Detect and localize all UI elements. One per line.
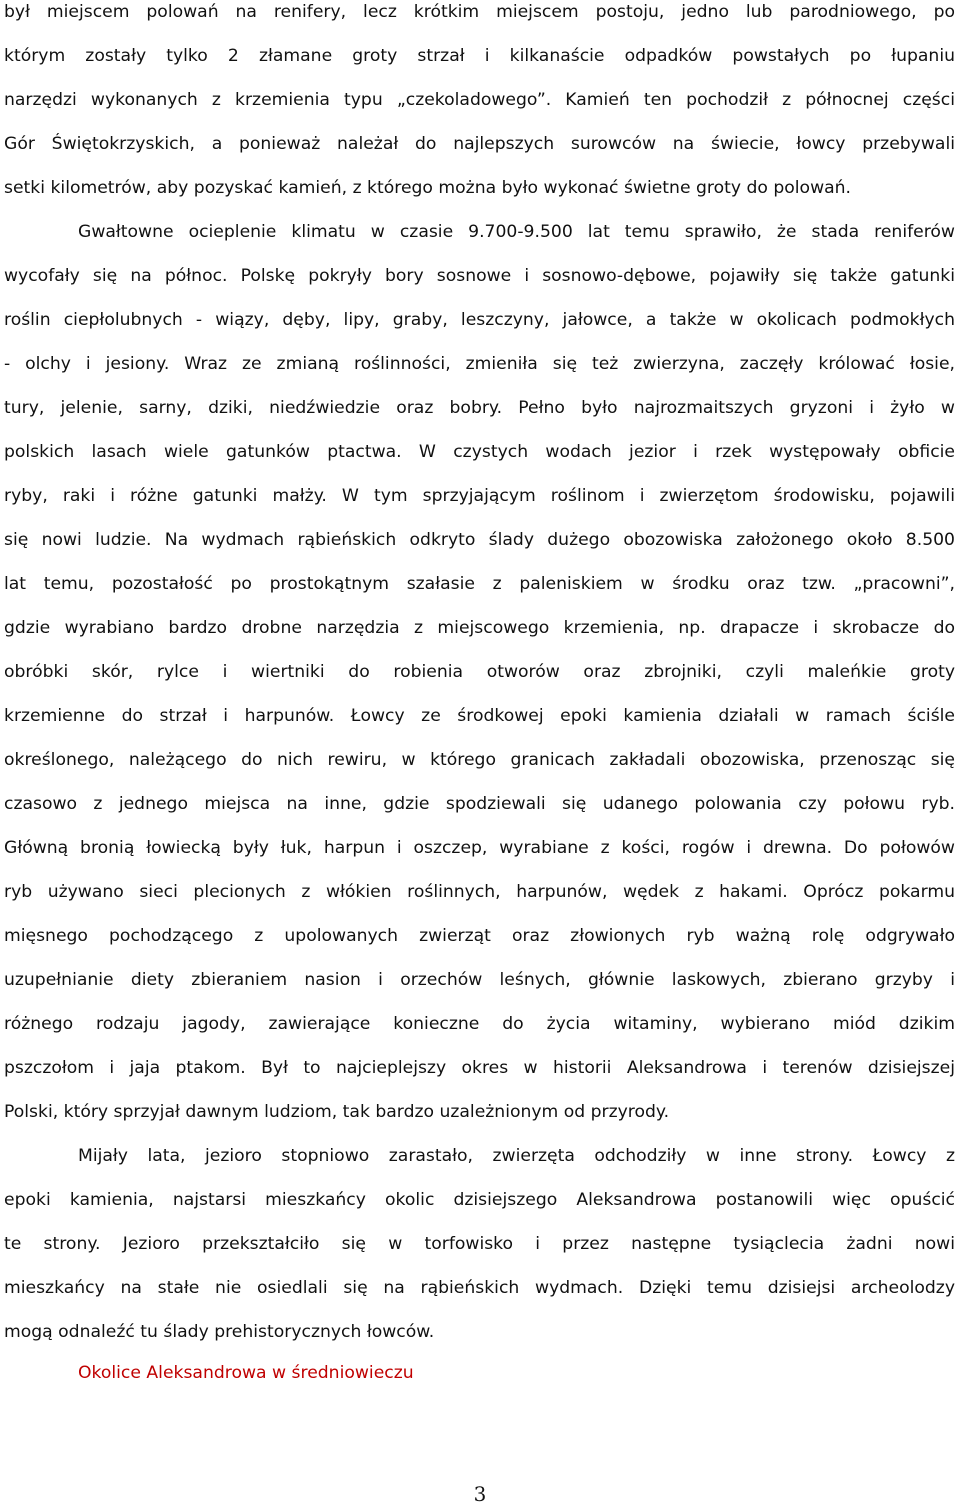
paragraph-line: uzupełnianie diety zbieraniem nasion i orzechów leśnych, głównie laskowych, zbierano grzyby i bbox=[4, 970, 955, 990]
section-heading: Okolice Aleksandrowa w średniowieczu bbox=[78, 1363, 414, 1383]
paragraph-line: Główną bronią łowiecką były łuk, harpun i oszczep, wyrabiane z kości, rogów i drewna. Do połowów bbox=[4, 838, 955, 858]
paragraph-line: wycofały się na północ. Polskę pokryły bory sosnowe i sosnowo-dębowe, pojawiły się także gatunki bbox=[4, 266, 955, 286]
paragraph-line: mieszkańcy na stałe nie osiedlali się na rąbieńskich wydmach. Dzięki temu dzisiejsi archeolodzy bbox=[4, 1278, 955, 1298]
paragraph-line: lat temu, pozostałość po prostokątnym szałasie z paleniskiem w środku oraz tzw. „pracowni”, bbox=[4, 574, 955, 594]
paragraph-line: się nowi ludzie. Na wydmach rąbieńskich odkryto ślady dużego obozowiska założonego około 8.500 bbox=[4, 530, 955, 550]
paragraph-line: ryb używano sieci plecionych z włókien roślinnych, harpunów, wędek z hakami. Oprócz pokarmu bbox=[4, 882, 955, 902]
paragraph-line: ryby, raki i różne gatunki małży. W tym sprzyjającym roślinom i zwierzętom środowisku, pojawili bbox=[4, 486, 955, 506]
paragraph-line: Gór Świętokrzyskich, a ponieważ należał do najlepszych surowców na świecie, łowcy przebywali bbox=[4, 134, 955, 154]
paragraph-line: krzemienne do strzał i harpunów. Łowcy ze środkowej epoki kamienia działali w ramach ściśle bbox=[4, 706, 955, 726]
page-number: 3 bbox=[473, 1482, 487, 1506]
paragraph-line: różnego rodzaju jagody, zawierające konieczne do życia witaminy, wybierano miód dzikim bbox=[4, 1014, 955, 1034]
paragraph-line: tury, jelenie, sarny, dziki, niedźwiedzie oraz bobry. Pełno było najrozmaitszych gryzoni i żyło w bbox=[4, 398, 955, 418]
paragraph-line: którym zostały tylko 2 złamane groty strzał i kilkanaście odpadków powstałych po łupaniu bbox=[4, 46, 955, 66]
paragraph-line: Mijały lata, jezioro stopniowo zarastało, zwierzęta odchodziły w inne strony. Łowcy z bbox=[78, 1146, 955, 1166]
paragraph-line: czasowo z jednego miejsca na inne, gdzie spodziewali się udanego polowania czy połowu ryb. bbox=[4, 794, 955, 814]
paragraph-line: mięsnego pochodzącego z upolowanych zwierząt oraz złowionych ryb ważną rolę odgrywało bbox=[4, 926, 955, 946]
paragraph-line: obróbki skór, rylce i wiertniki do robienia otworów oraz zbrojniki, czyli maleńkie groty bbox=[4, 662, 955, 682]
paragraph-line: gdzie wyrabiano bardzo drobne narzędzia z miejscowego krzemienia, np. drapacze i skrobacze do bbox=[4, 618, 955, 638]
paragraph-line: był miejscem polowań na renifery, lecz krótkim miejscem postoju, jedno lub parodniowego, po bbox=[4, 2, 955, 22]
paragraph-line: - olchy i jesiony. Wraz ze zmianą roślinności, zmieniła się też zwierzyna, zaczęły królować łosie, bbox=[4, 354, 955, 374]
paragraph-line: pszczołom i jaja ptakom. Był to najcieplejszy okres w historii Aleksandrowa i terenów dzisiejszej bbox=[4, 1058, 955, 1078]
paragraph-line: Polski, który sprzyjał dawnym ludziom, tak bardzo uzależnionym od przyrody. bbox=[4, 1102, 670, 1122]
paragraph-line: mogą odnaleźć tu ślady prehistorycznych łowców. bbox=[4, 1322, 435, 1342]
paragraph-line: epoki kamienia, najstarsi mieszkańcy okolic dzisiejszego Aleksandrowa postanowili więc opuścić bbox=[4, 1190, 955, 1210]
paragraph-line: te strony. Jezioro przekształciło się w torfowisko i przez następne tysiąclecia żadni nowi bbox=[4, 1234, 955, 1254]
paragraph-line: narzędzi wykonanych z krzemienia typu „czekoladowego”. Kamień ten pochodził z północnej części bbox=[4, 90, 955, 110]
paragraph-line: roślin ciepłolubnych - wiązy, dęby, lipy, graby, leszczyny, jałowce, a także w okolicach podmokłych bbox=[4, 310, 955, 330]
document-page bbox=[4, 0, 955, 1509]
paragraph-line: określonego, należącego do nich rewiru, w którego granicach zakładali obozowiska, przenosząc się bbox=[4, 750, 955, 770]
paragraph-line: Gwałtowne ocieplenie klimatu w czasie 9.700-9.500 lat temu sprawiło, że stada reniferów bbox=[78, 222, 955, 242]
paragraph-line: polskich lasach wiele gatunków ptactwa. W czystych wodach jezior i rzek występowały obficie bbox=[4, 442, 955, 462]
paragraph-line: setki kilometrów, aby pozyskać kamień, z którego można było wykonać świetne groty do polowań. bbox=[4, 178, 852, 198]
